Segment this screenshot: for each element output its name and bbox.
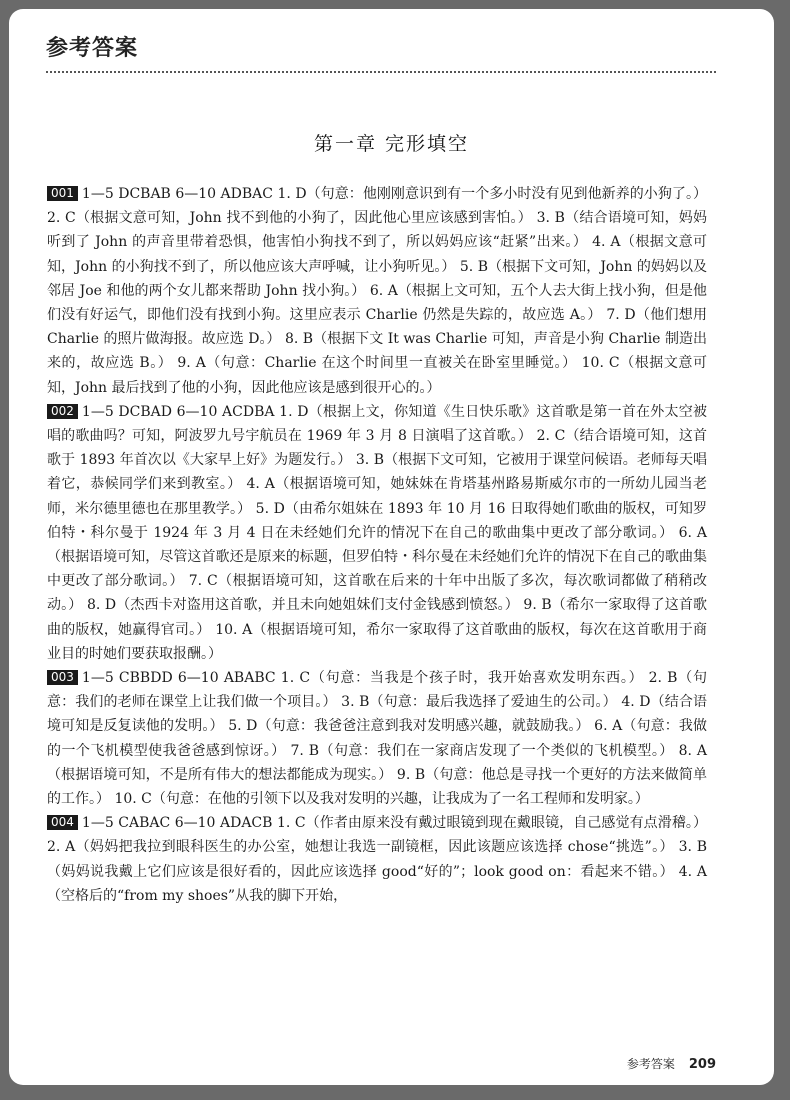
page-number: 209 [688,1057,716,1072]
answer-text: 1—5 DCBAD 6—10 ACDBA 1. D（根据上文，你知道《生日快乐歌》这首歌是第一首在外太空被唱的歌曲吗？可知，阿波罗九号宇航员在 1969 年 3 月 8 日演唱了这首歌。） 2. C（结合语境可知，这首歌于 1893 年首次以《大家早上好》为题发行。） 3. B（根据下文可知，它被用于课堂问候语。老师每天唱着它，恭候同学们来到教室。） 4. A（根据语境可知，她妹妹在肯塔基州路易斯威尔市的一所幼儿园当老师，米尔德里德也在那里教学。） 5. D（由希尔姐妹在 1893 年 10 月 16 日取得她们歌曲的版权，可知罗伯特・科尔曼于 1924 年 3 月 4 日在未经她们允许的情况下在自己的歌曲集中更改了部分歌词。） 6. A（根据语境可知，尽管这首歌还是原来的标题，但罗伯特・科尔曼在未经她们允许的情况下在自己的歌曲集中更改了部分歌词。） 7. C（根据语境可知，这首歌在后来的十年中出版了多次，每次歌词都做了稍稍改动。） 8. D（杰西卡对盗用这首歌，并且未向她姐妹们支付金钱感到愤怒。） 9. B（希尔一家取得了这首歌曲的版权，她赢得官司。） 10. A（根据语境可知，希尔一家取得了这首歌曲的版权，每次在这首歌用于商业目的时她们要获取报酬。） [47,403,707,662]
answer-item [47,666,707,811]
header-dotted-divider [46,71,716,73]
answer-text: 1—5 CBBDD 6—10 ABABC 1. C（句意：当我是个孩子时，我开始喜欢发明东西。） 2. B（句意：我们的老师在课堂上让我们做一个项目。） 3. B（句意：最后我选择了爱迪生的公司。） 4. D（结合语境可知是反复读他的发明。） 5. D（句意：我爸爸注意到我对发明感兴趣，就鼓励我。） 6. A（句意：我做的一个飞机模型使我爸爸感到惊讶。） 7. B（句意：我们在一家商店发现了一个类似的飞机模型。） 8. A（根据语境可知，不是所有伟大的想法都能成为现实。） 9. B（句意：他总是寻找一个更好的方法来做简单的工作。） 10. C（句意：在他的引领下以及我对发明的兴趣，让我成为了一名工程师和发明家。） [47,670,707,808]
page-header-title: 参考答案 [46,36,139,61]
page-footer [627,1055,716,1072]
answer-item [47,400,707,666]
chapter-title: 第一章 完形填空 [313,133,470,155]
item-number-badge: 003 [47,670,78,685]
footer-label: 参考答案 [626,1057,675,1071]
answer-page [9,9,774,1085]
item-number-badge: 002 [47,404,78,419]
answer-item [47,182,707,400]
item-number-badge: 004 [47,815,78,830]
item-number-badge: 001 [47,186,78,201]
answer-list [47,182,707,908]
answer-item [47,811,707,908]
answer-text: 1—5 DCBAB 6—10 ADBAC 1. D（句意：他刚刚意识到有一个多小时没有见到他新养的小狗了。） 2. C（根据文意可知，John 找不到他的小狗了，因此他心里应该感到害怕。） 3. B（结合语境可知，妈妈听到了 John 的声音里带着恐惧，他害怕小狗找不到了，所以妈妈应该“赶紧”出来。） 4. A（根据文意可知，John 的小狗找不到了，所以他应该大声呼喊，让小狗听见。） 5. B（根据下文可知，John 的妈妈以及邻居 Joe 和他的两个女儿都来帮助 John 找小狗。） 6. A（根据上文可知，五个人去大街上找小狗，但是他们没有好运气，即他们没有找到小狗。这里应表示 Charlie 仍然是失踪的，故应选 A。） 7. D（他们想用 Charlie 的照片做海报。故应选 D。） 8. B（根据下文 It was Charlie 可知，声音是小狗 Charlie 制造出来的，故应选 B。） 9. A（句意：Charlie 在这个时间里一直被关在卧室里睡觉。） 10. C（根据文意可知，John 最后找到了他的小狗，因此他应该是感到很开心的。） [47,186,707,396]
answer-text: 1—5 CABAC 6—10 ADACB 1. C（作者由原来没有戴过眼镜到现在戴眼镜，自己感觉有点滑稽。） 2. A（妈妈把我拉到眼科医生的办公室，她想让我选一副镜框，因此该题应该选择 chose“挑选”。） 3. B（妈妈说我戴上它们应该是很好看的，因此应该选择 good“好的”；look good on：看起来不错。） 4. A（空格后的“from my shoes”从我的脚下开始， [47,815,707,904]
